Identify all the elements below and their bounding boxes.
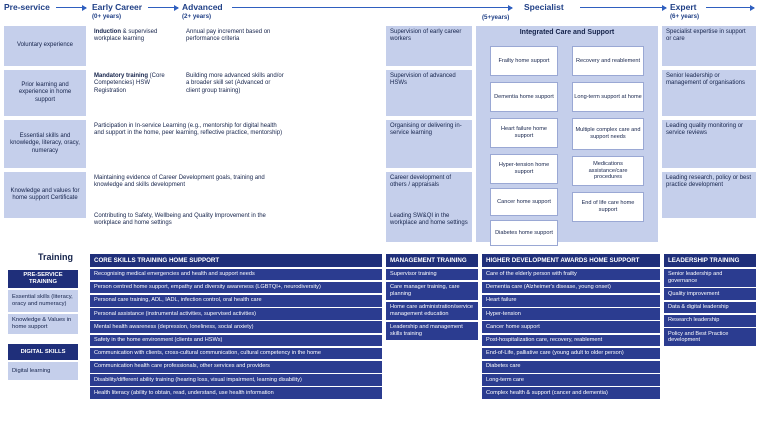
leadership-training-item: Senior leadership and governance: [664, 269, 756, 287]
early-career-cell-4: [90, 172, 290, 214]
cell-text: Specialist expertise in support or care: [666, 29, 746, 43]
item-text: Digital learning: [12, 367, 51, 374]
management-training-item: Supervisor training: [386, 269, 478, 281]
box-text: Diabetes home support: [495, 229, 553, 236]
stage-col-advanced: [182, 2, 223, 22]
box-text: Heart failure home support: [500, 126, 547, 139]
integrated-care-box-dementia: [490, 82, 558, 112]
stage-years: (6+ years): [670, 13, 700, 20]
box-text: Medications assistance/care procedures: [588, 160, 628, 181]
block-header-text: PRE-SERVICE TRAINING: [23, 272, 63, 285]
leadership-training-block: [664, 254, 756, 346]
core-skills-item: Person centred home support, empathy and diversity awareness (LGBTQI+, neurodiversity): [90, 282, 382, 294]
higher-development-item: Hyper-tension: [482, 308, 660, 320]
cell-text: Career development of others / appraisals: [390, 175, 452, 189]
stage-years: (5+years): [482, 14, 510, 21]
integrated-care-title: Integrated Care and Support: [519, 29, 615, 36]
cell-text: Contributing to Safety, Wellbeing and Quality Improvement in the workplace and home settings: [94, 213, 266, 227]
cell-text: Supervision of early career workers: [390, 29, 462, 43]
advanced-cell-1: [182, 26, 290, 66]
core-skills-block: [90, 254, 382, 399]
integrated-care-box-medications: [572, 156, 644, 186]
box-text: Cancer home support: [497, 198, 551, 205]
leadership-training-item: Data & digital leadership: [664, 302, 756, 314]
stage-years: (0+ years): [92, 13, 122, 20]
core-skills-item: Health literacy (ability to obtain, read, understand, use health information: [90, 387, 382, 399]
specialist-cell-1: [386, 26, 472, 66]
block-header-text: DIGITAL SKILLS: [20, 348, 66, 355]
integrated-care-box-recovery: [572, 46, 644, 76]
box-text: Recovery and reablement: [575, 57, 641, 64]
management-training-item: Leadership and management skills training: [386, 322, 478, 340]
core-skills-item: Recognising medical emergencies and health and support needs: [90, 269, 382, 281]
stage-header: [0, 0, 760, 22]
cell-text: Senior leadership or management of organisations: [666, 73, 746, 87]
higher-development-header: HIGHER DEVELOPMENT AWARDS HOME SUPPORT: [482, 254, 660, 267]
core-skills-item: Communication with clients, cross-cultural communication, cultural competency in the home: [90, 348, 382, 360]
stage-name: Specialist: [524, 2, 564, 12]
digital-skills-header: [8, 344, 78, 360]
pre-service-cell-1: [4, 26, 86, 66]
core-skills-item: Safety in the home environment (clients and HSWs): [90, 335, 382, 347]
cell-text: Essential skills and knowledge, literacy, oracy, numeracy: [10, 133, 80, 154]
cell-text: Supervision of advanced HSWs: [390, 73, 456, 87]
cell-text: Leading SW&QI in the workplace and home settings: [390, 213, 468, 227]
higher-development-item: Post-hospitalization care, recovery, reablement: [482, 335, 660, 347]
cell-text: Organising or delivering in-service learning: [390, 123, 462, 137]
pre-service-cell-4: [4, 172, 86, 218]
box-text: Multiple complex care and support needs: [575, 127, 641, 140]
expert-cell-1: [662, 26, 756, 66]
item-text: Knowledge & Values in home support: [12, 317, 72, 330]
stage-arrow-2: [148, 7, 178, 8]
digital-skills-item-1: [8, 362, 78, 380]
integrated-care-box-complex: [572, 118, 644, 150]
management-training-item: Care manager training, care planning: [386, 282, 478, 300]
core-skills-item: Communication health care professionals, other services and providers: [90, 361, 382, 373]
cell-text: Leading quality monitoring or service reviews: [666, 123, 744, 137]
leadership-training-header: LEADERSHIP TRAINING: [664, 254, 756, 267]
specialist-cell-2: [386, 70, 472, 116]
specialist-cell-3: [386, 120, 472, 168]
higher-development-item: Long-term care: [482, 374, 660, 386]
box-text: End of life care home support: [581, 200, 635, 213]
higher-development-item: Diabetes care: [482, 361, 660, 373]
leadership-training-item: Quality improvement: [664, 288, 756, 300]
management-training-header: MANAGEMENT TRAINING: [386, 254, 478, 267]
specialist-cell-5: [386, 210, 472, 242]
training-section-label: Training: [38, 252, 74, 262]
leadership-training-item: Policy and Best Practice development: [664, 328, 756, 346]
higher-development-item: Heart failure: [482, 295, 660, 307]
integrated-care-box-frailty: [490, 46, 558, 76]
integrated-care-box-heart-failure: [490, 118, 558, 148]
early-career-cell-5: [90, 210, 290, 242]
stage-arrow-1: [56, 7, 86, 8]
advanced-cell-2: [182, 70, 290, 116]
pre-service-training-header: [8, 270, 78, 288]
expert-cell-4: [662, 172, 756, 218]
stage-name: Pre-service: [4, 2, 50, 12]
higher-development-item: Care of the elderly person with frailty: [482, 269, 660, 281]
box-text: Hyper-tension home support: [498, 162, 550, 175]
higher-development-item: End-of-Life, palliative care (young adult to older person): [482, 348, 660, 360]
cell-text: & supervised workplace learning: [94, 29, 158, 43]
cell-text: Voluntary experience: [16, 42, 74, 49]
pre-service-training-item-1: [8, 290, 78, 312]
pre-service-cell-2: [4, 70, 86, 116]
cell-text: Participation in In-service Learning (e.g., mentorship for digital health and support in the home, peer learning, reflective practice, mentorship): [94, 123, 283, 137]
core-skills-header: CORE SKILLS TRAINING HOME SUPPORT: [90, 254, 382, 267]
cell-text: Leading research, policy or best practice development: [666, 175, 752, 189]
stage-col-early-career: [92, 2, 142, 22]
higher-development-item: Complex health & support (cancer and dementia): [482, 387, 660, 399]
stage-col-specialist: [482, 2, 564, 22]
box-text: Long-term support at home: [574, 93, 642, 100]
box-text: Frailty home support: [498, 57, 550, 64]
core-skills-item: Personal care training, ADL, IADL, infection control, oral health care: [90, 295, 382, 307]
stage-years: (2+ years): [182, 13, 212, 20]
cell-text: Annual pay increment based on performance criteria: [186, 29, 271, 43]
stage-col-expert: [670, 2, 699, 22]
higher-development-block: [482, 254, 660, 399]
stage-arrow-4: [580, 7, 666, 8]
early-career-cell-2: [90, 70, 178, 116]
stage-name: Expert: [670, 2, 697, 12]
cell-text-bold: Induction: [94, 29, 121, 35]
cell-text: (Core Competencies) HSW Registration: [94, 73, 165, 94]
leadership-training-item: Research leadership: [664, 315, 756, 327]
stage-arrow-3: [232, 7, 512, 8]
stage-col-pre-service: [4, 2, 50, 22]
expert-cell-3: [662, 120, 756, 168]
management-training-item: Home care administration/service management education: [386, 302, 478, 320]
management-training-block: [386, 254, 478, 340]
specialist-cell-4: [386, 172, 472, 214]
box-text: Dementia home support: [494, 93, 554, 100]
integrated-care-box-longterm: [572, 82, 644, 112]
core-skills-item: Personal assistance (instrumental activities, supervised activities): [90, 308, 382, 320]
cell-text: Prior learning and experience in home support: [18, 82, 72, 103]
stage-arrow-5: [706, 7, 754, 8]
stage-name: Early Career: [92, 2, 143, 12]
cell-text-bold: Mandatory training: [94, 73, 149, 79]
pre-service-cell-3: [4, 120, 86, 168]
core-skills-item: Disability/different ability training (hearing loss, visual impairment, learning disability): [90, 374, 382, 386]
cell-text: Maintaining evidence of Career Development goals, training and knowledge and skills development: [94, 175, 265, 189]
stage-name: Advanced: [182, 2, 223, 12]
pre-service-training-item-2: [8, 314, 78, 334]
higher-development-item: Cancer home support: [482, 321, 660, 333]
integrated-care-box-diabetes: [490, 220, 558, 246]
cell-text: Building more advanced skills and/or a broader skill set (Advanced or client group training): [186, 73, 284, 94]
cell-text: Knowledge and values for home support Certificate: [10, 187, 80, 201]
early-career-cell-3: [90, 120, 290, 168]
integrated-care-box-cancer: [490, 188, 558, 216]
core-skills-item: Mental health awareness (depression, loneliness, social anxiety): [90, 321, 382, 333]
early-career-cell-1: [90, 26, 178, 66]
item-text: Essential skills (literacy, oracy and numeracy): [12, 294, 73, 307]
integrated-care-box-end-of-life: [572, 192, 644, 222]
higher-development-item: Dementia care (Alzheimer's disease, young onset): [482, 282, 660, 294]
integrated-care-box-hypertension: [490, 154, 558, 184]
expert-cell-2: [662, 70, 756, 116]
